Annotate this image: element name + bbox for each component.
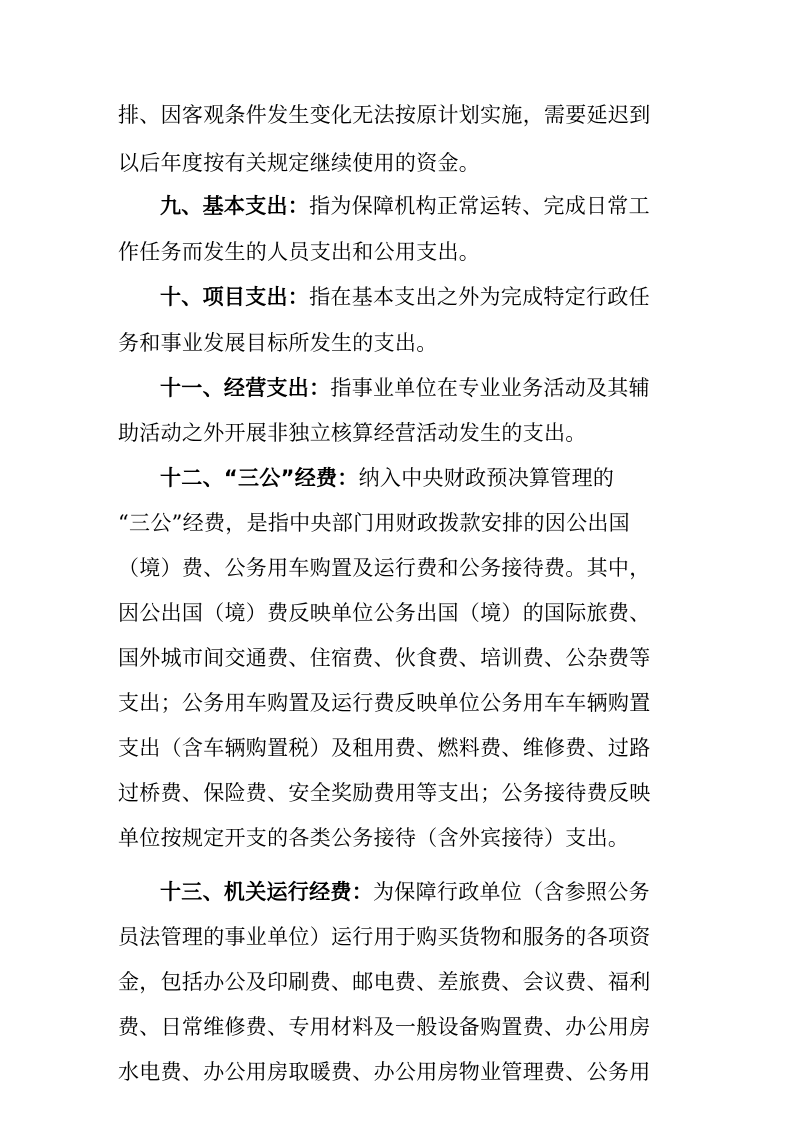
term-heading: 十三、机关运行经费：	[160, 880, 373, 904]
text-run: 指在基本支出之外为完成特定行政任	[309, 285, 650, 309]
text-line: 支出；公务用车购置及运行费反映单位公务用车车辆购置	[118, 691, 651, 715]
paragraph-project-expenditure	[160, 277, 650, 317]
text-line: 因公出国（境）费反映单位公务出国（境）的国际旅费、	[118, 601, 651, 625]
text-line: 助活动之外开展非独立核算经营活动发生的支出。	[118, 421, 587, 445]
text-line: “三公”经费，是指中央部门用财政拨款安排的因公出国	[118, 511, 630, 535]
text-line: 费、日常维修费、专用材料及一般设备购置费、办公用房	[118, 1015, 651, 1039]
text-run: 为保障行政单位（含参照公务	[373, 880, 650, 904]
term-heading: 九、基本支出：	[160, 194, 310, 218]
text-line: 排、因客观条件发生变化无法按原计划实施，需要延迟到	[118, 103, 651, 127]
text-line: 以后年度按有关规定继续使用的资金。	[118, 151, 481, 175]
term-heading: 十、项目支出：	[160, 285, 310, 309]
text-line: 员法管理的事业单位）运行用于购买货物和服务的各项资	[118, 925, 651, 949]
paragraph-basic-expenditure	[160, 186, 650, 226]
text-line: 作任务而发生的人员支出和公用支出。	[118, 240, 481, 264]
text-line: 国外城市间交通费、住宿费、伙食费、培训费、公杂费等	[118, 646, 651, 670]
term-heading: 十二、“三公”经费：	[160, 466, 359, 490]
text-line: 水电费、办公用房取暖费、办公用房物业管理费、公务用	[118, 1060, 651, 1084]
text-line: 过桥费、保险费、安全奖励费用等支出；公务接待费反映	[118, 781, 651, 805]
text-run: 纳入中央财政预决算管理的	[358, 466, 615, 490]
paragraph-agency-operating-costs	[160, 872, 650, 912]
text-line: 务和事业发展目标所发生的支出。	[118, 331, 438, 355]
text-line: （境）费、公务用车购置及运行费和公务接待费。其中，	[118, 556, 651, 580]
text-line: 金，包括办公及印刷费、邮电费、差旅费、会议费、福利	[118, 970, 651, 994]
term-heading: 十一、经营支出：	[160, 376, 331, 400]
text-line: 单位按规定开支的各类公务接待（含外宾接待）支出。	[118, 826, 630, 850]
paragraph-three-public-expenses	[160, 458, 614, 498]
text-run: 指为保障机构正常运转、完成日常工	[309, 194, 650, 218]
paragraph-operating-expenditure	[160, 368, 650, 408]
text-line: 支出（含车辆购置税）及租用费、燃料费、维修费、过路	[118, 736, 651, 760]
text-run: 指事业单位在专业业务活动及其辅	[330, 376, 650, 400]
